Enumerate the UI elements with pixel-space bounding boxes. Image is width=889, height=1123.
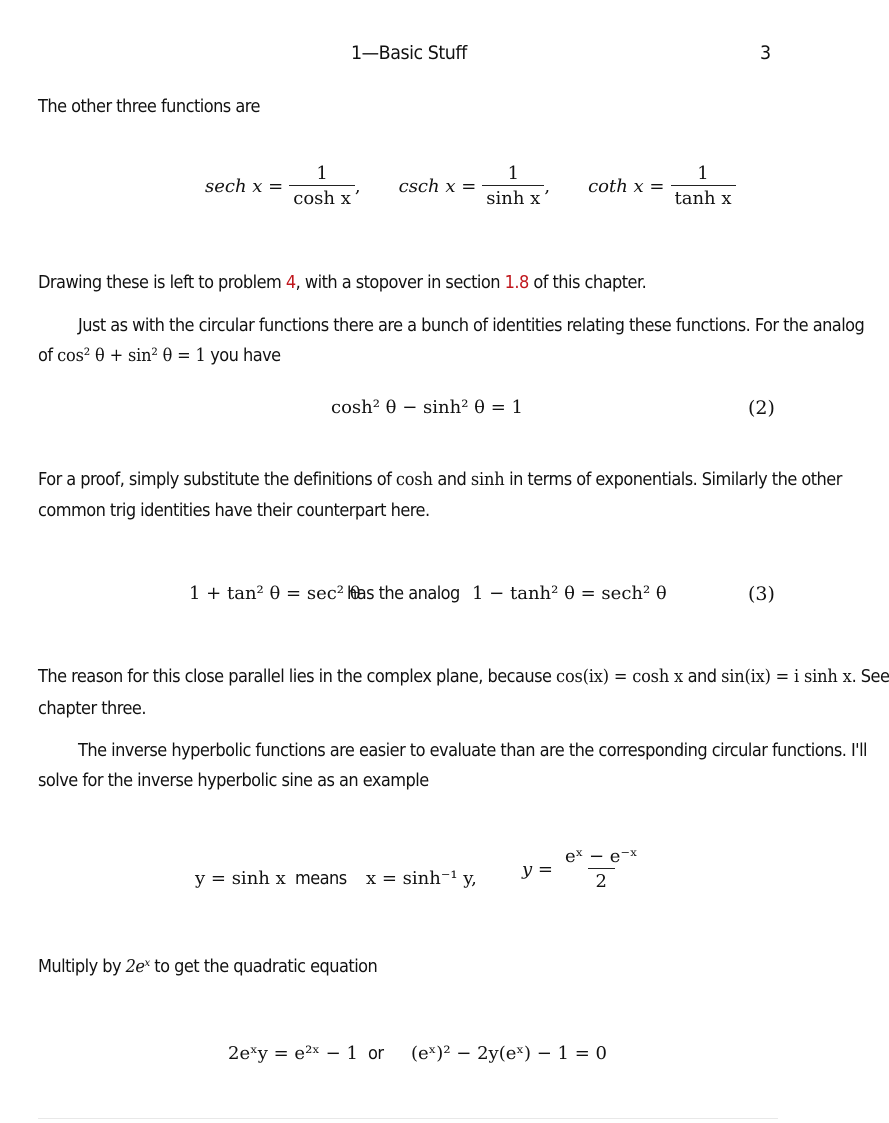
- equation-definitions: sech x = $\frac{1}{\text{cosh x}}$ , csch x = $\frac{1}{\text{sinh x}}$ , coth x = $\frac{1}{\text{tanh x}}$: [205, 163, 736, 210]
- equation-5-rhs: (eˣ)² − 2y(eˣ) − 1 = 0: [411, 1043, 607, 1064]
- text-segment: in terms of exponentials. Similarly the other: [504, 469, 842, 490]
- equation-2: cosh² θ − sinh² θ = 1: [331, 397, 523, 418]
- paragraph-identities-line2: [38, 341, 281, 371]
- equation-5-lhs: 2eˣy = e²ˣ − 1: [228, 1043, 358, 1064]
- text-segment: of: [38, 345, 58, 366]
- paragraph-inverse-line2: solve for the inverse hyperbolic sine as an example: [38, 770, 429, 791]
- equation-number-3: (3): [748, 583, 775, 605]
- equation-4-mid: x = sinh⁻¹ y,: [366, 868, 477, 889]
- sech-lhs: sech x =: [205, 176, 284, 197]
- equation-number-2: (2): [748, 397, 775, 419]
- equation-4-lhs: y = sinh x: [195, 868, 286, 889]
- sech-numerator: 1: [316, 163, 328, 184]
- coth-lhs: coth x =: [588, 176, 665, 197]
- paragraph-parallel-line2: chapter three.: [38, 698, 146, 719]
- text-segment: of this chapter.: [528, 272, 647, 293]
- equation-3-lhs: 1 + tan² θ = sec² θ: [189, 583, 361, 604]
- running-header-title: 1—Basic Stuff: [351, 42, 467, 64]
- paragraph-parallel-line1: [38, 662, 889, 692]
- sech-fraction: [289, 163, 355, 210]
- text-segment: and: [683, 666, 722, 687]
- equation-4-rhs: [522, 846, 646, 893]
- inline-math: 2eˣ: [125, 956, 150, 977]
- inline-math: cos(ix) = cosh x: [556, 666, 684, 687]
- section-link[interactable]: 1.8: [504, 272, 529, 293]
- csch-denominator: sinh x: [482, 185, 544, 210]
- inline-math: cos² θ + sin² θ = 1: [57, 345, 206, 366]
- text-segment: and: [432, 469, 471, 490]
- page-number: 3: [760, 42, 771, 64]
- csch-fraction: [482, 163, 544, 210]
- equation-3-connector: has the analog: [347, 583, 460, 604]
- rhs-lhs: y =: [522, 859, 553, 880]
- rhs-denominator: 2: [588, 868, 615, 893]
- csch-numerator: 1: [507, 163, 520, 184]
- paragraph-intro: [38, 92, 260, 122]
- equation-4-connector: means: [295, 868, 347, 889]
- text-segment: you have: [205, 345, 281, 366]
- sech-denominator: cosh x: [289, 185, 355, 210]
- rhs-numerator: eˣ − e⁻ˣ: [564, 846, 638, 867]
- coth-denominator: tanh x: [671, 185, 736, 210]
- text-segment: , with a stopover in section: [295, 272, 505, 293]
- inline-math: sin(ix) = i sinh x: [721, 666, 852, 687]
- coth-fraction: [671, 163, 736, 210]
- equation-3-rhs: 1 − tanh² θ = sech² θ: [472, 583, 667, 604]
- paragraph-inverse-line1: The inverse hyperbolic functions are easier to evaluate than are the corresponding circular functions. I'll: [78, 740, 868, 761]
- coth-numerator: 1: [697, 163, 709, 184]
- paragraph-identities-line1: Just as with the circular functions there are a bunch of identities relating these functions. For the analog: [78, 315, 865, 336]
- paragraph-proof-line2: common trig identities have their counterpart here.: [38, 500, 430, 521]
- problem-link[interactable]: 4: [285, 272, 296, 293]
- text-segment: The reason for this close parallel lies in the complex plane, because: [38, 666, 557, 687]
- text-segment: to get the quadratic equation: [149, 956, 378, 977]
- csch-lhs: csch x =: [398, 176, 477, 197]
- equation-5-connector: or: [368, 1043, 384, 1064]
- text-segment: For a proof, simply substitute the definitions of: [38, 469, 396, 490]
- paragraph-text: The other three functions are: [38, 96, 260, 117]
- page-bottom-divider: [38, 1118, 778, 1119]
- inline-math-cosh: cosh: [395, 469, 433, 490]
- paragraph-multiply: [38, 952, 377, 982]
- text-segment: . See: [851, 666, 889, 687]
- text-segment: Drawing these is left to problem: [38, 272, 286, 293]
- text-segment: Multiply by: [38, 956, 126, 977]
- paragraph-proof-line1: [38, 465, 842, 495]
- rhs-fraction: [557, 846, 646, 893]
- inline-math-sinh: sinh: [470, 469, 505, 490]
- paragraph-drawing: [38, 268, 646, 298]
